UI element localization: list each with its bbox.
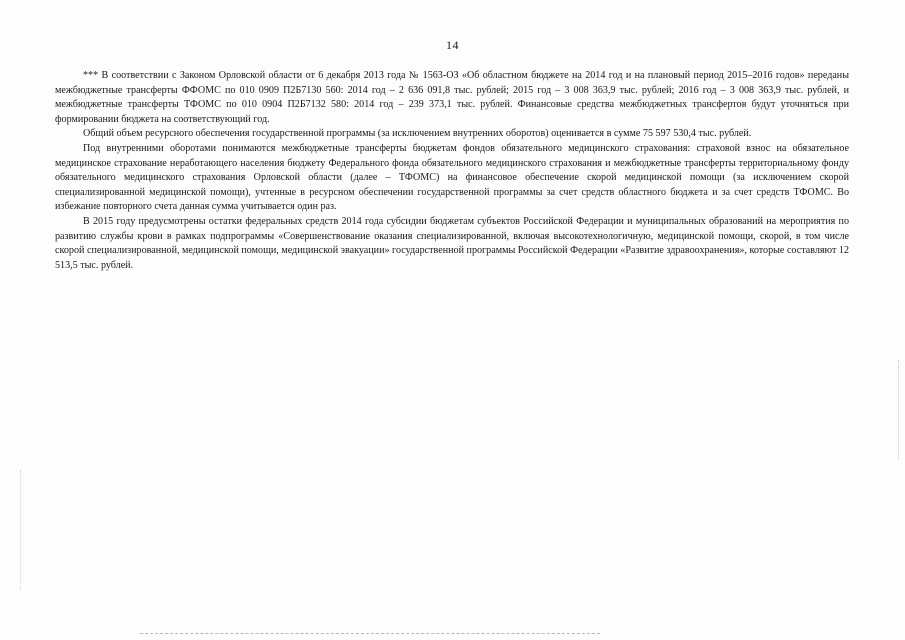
paragraph-total-resources: Общий объем ресурсного обеспечения государственной программы (за исключением внутренних оборотов) оценивается в сумме 75 597 530,4 тыс. рублей. [83,128,752,140]
paragraph-internal-turnover: Под внутренними оборотами понимаются межбюджетные трансферты бюджетам фондов обязательного медицинского страхования: страховой взнос на обязательное медицинское страхование неработающего населения бюджету Федерального фонда обязательного медицинского страхования и межбюджетные трансферты территориальному фонду обязательного медицинского страхования Орловской области (далее – ТФОМС) на финансовое обеспечение скорой медицинской помощи (за исключением скорой специализированной медицинской помощи), учтенные в ресурсном обеспечении государственной программы за счет средств областного бюджета и за счет средств ТФОМС. Во избежание повторного счета данная сумма учитывается один раз. [55,142,849,213]
paragraph-footnote-transfers: *** В соответствии с Законом Орловской области от 6 декабря 2013 года № 1563-ОЗ «Об областном бюджете на 2014 год и на плановый период 2015–2016 годов» переданы межбюджетные трансферты ФФОМС по 010 0909 П2Б7130 560: 2014 год – 2 636 091,8 тыс. рублей; 2015 год – 3 008 363,9 тыс. рублей; 2016 год – 3 008 363,9 тыс. рублей, и межбюджетные трансферты ТФОМС по 010 0904 П2Б7132 580: 2014 год – 239 373,1 тыс. рублей. Финансовые средства межбюджетных трансфертов будут уточняться при формировании бюджета на соответствующий год. [55,70,849,125]
document-body [55,69,849,273]
paragraph-federal-remainders: В 2015 году предусмотрены остатки федеральных средств 2014 года субсидии бюджетам субъектов Российской Федерации и муниципальных образований на мероприятия по развитию службы крови в рамках подпрограммы «Совершенствование оказания специализированной, включая высокотехнологичную, медицинской помощи, скорой, в том числе скорой специализированной, медицинской помощи, медицинской эвакуации» государственной программы Российской Федерации «Развитие здравоохранения», которые составляют 12 513,5 тыс. рублей. [55,215,849,271]
page-number: 14 [446,38,459,52]
scan-margin-artifact-left [20,470,23,590]
scan-margin-artifact [898,360,901,460]
scan-footer-rule [140,633,600,634]
